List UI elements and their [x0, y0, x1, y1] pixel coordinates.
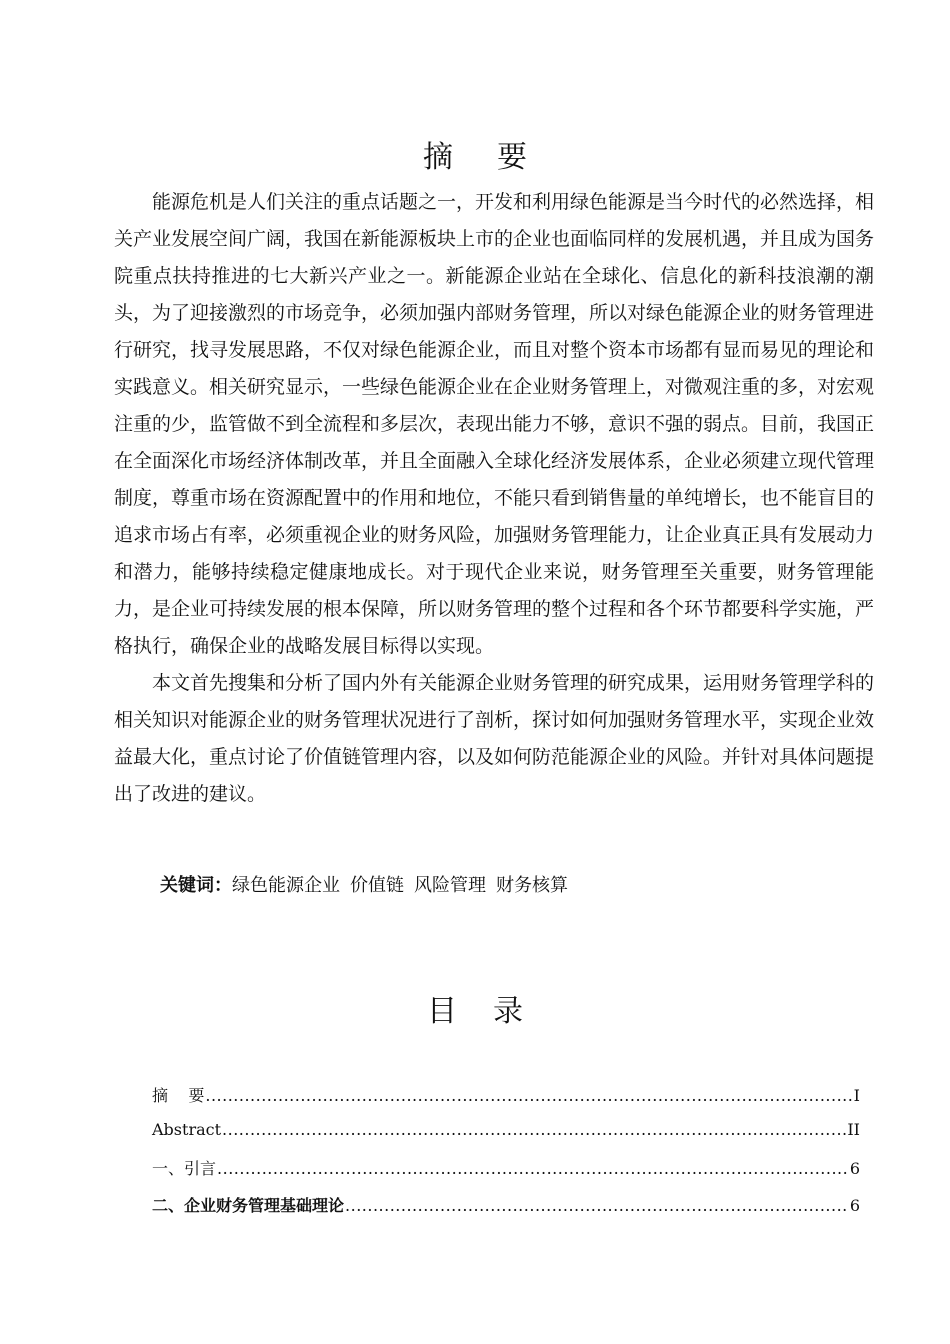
abstract-title-char-1: 摘 [423, 140, 453, 175]
abstract-title-char-2: 要 [497, 140, 527, 175]
keyword-1: 绿色能源企业 [232, 875, 340, 896]
toc-leader-dots [217, 1159, 849, 1178]
toc-leader-dots [205, 1086, 852, 1105]
toc-entry-page: 6 [849, 1159, 860, 1178]
toc-title-char-1: 目 [427, 994, 457, 1029]
toc-entry-label: 二、企业财务管理基础理论 [152, 1195, 345, 1215]
toc-title [0, 986, 950, 1030]
toc-entry-page: II [847, 1119, 860, 1139]
toc-entry-label: 一、引言 [152, 1159, 217, 1178]
toc-leader-dots [345, 1196, 849, 1215]
toc-entry-label: 摘 要 [152, 1086, 205, 1105]
toc-entry-page: I [853, 1086, 860, 1105]
toc-leader-dots [222, 1120, 846, 1139]
toc-entry-page: 6 [849, 1195, 860, 1215]
keywords-line [160, 873, 578, 899]
keyword-2: 价值链 [350, 875, 404, 896]
toc-entry-label: Abstract [152, 1119, 222, 1139]
toc-title-char-2: 录 [493, 994, 523, 1029]
abstract-title [0, 132, 950, 176]
abstract-paragraph-2: 本文首先搜集和分析了国内外有关能源企业财务管理的研究成果，运用财务管理学科的相关知识对能源企业的财务管理状况进行了剖析，探讨如何加强财务管理水平，实现企业效益最大化，重点讨论了价值链管理内容，以及如何防范能源企业的风险。并针对具体问题提出了改进的建议。 [114, 672, 875, 805]
table-of-contents [152, 1083, 860, 1229]
abstract-body [114, 184, 874, 813]
keywords-label: 关键词： [160, 875, 232, 896]
toc-entry[interactable] [152, 1120, 860, 1157]
toc-entry[interactable] [152, 1156, 860, 1193]
keyword-3: 风险管理 [414, 875, 486, 896]
toc-entry[interactable] [152, 1193, 860, 1230]
toc-entry[interactable] [152, 1083, 860, 1120]
keyword-4: 财务核算 [496, 875, 568, 896]
abstract-paragraph-1: 能源危机是人们关注的重点话题之一，开发和利用绿色能源是当今时代的必然选择，相关产业发展空间广阔，我国在新能源板块上市的企业也面临同样的发展机遇，并且成为国务院重点扶持推进的七大新兴产业之一。新能源企业站在全球化、信息化的新科技浪潮的潮头，为了迎接激烈的市场竞争，必须加强内部财务管理，所以对绿色能源企业的财务管理进行研究，找寻发展思路，不仅对绿色能源企业，而且对整个资本市场都有显而易见的理论和实践意义。相关研究显示，一些绿色能源企业在企业财务管理上，对微观注重的多，对宏观注重的少，监管做不到全流程和多层次，表现出能力不够，意识不强的弱点。目前，我国正在全面深化市场经济体制改革，并且全面融入全球化经济发展体系，企业必须建立现代管理制度，尊重市场在资源配置中的作用和地位，不能只看到销售量的单纯增长，也不能盲目的追求市场占有率，必须重视企业的财务风险，加强财务管理能力，让企业真正具有发展动力和潜力，能够持续稳定健康地成长。对于现代企业来说，财务管理至关重要，财务管理能力，是企业可持续发展的根本保障，所以财务管理的整个过程和各个环节都要科学实施，严格执行，确保企业的战略发展目标得以实现。 [114, 191, 875, 657]
